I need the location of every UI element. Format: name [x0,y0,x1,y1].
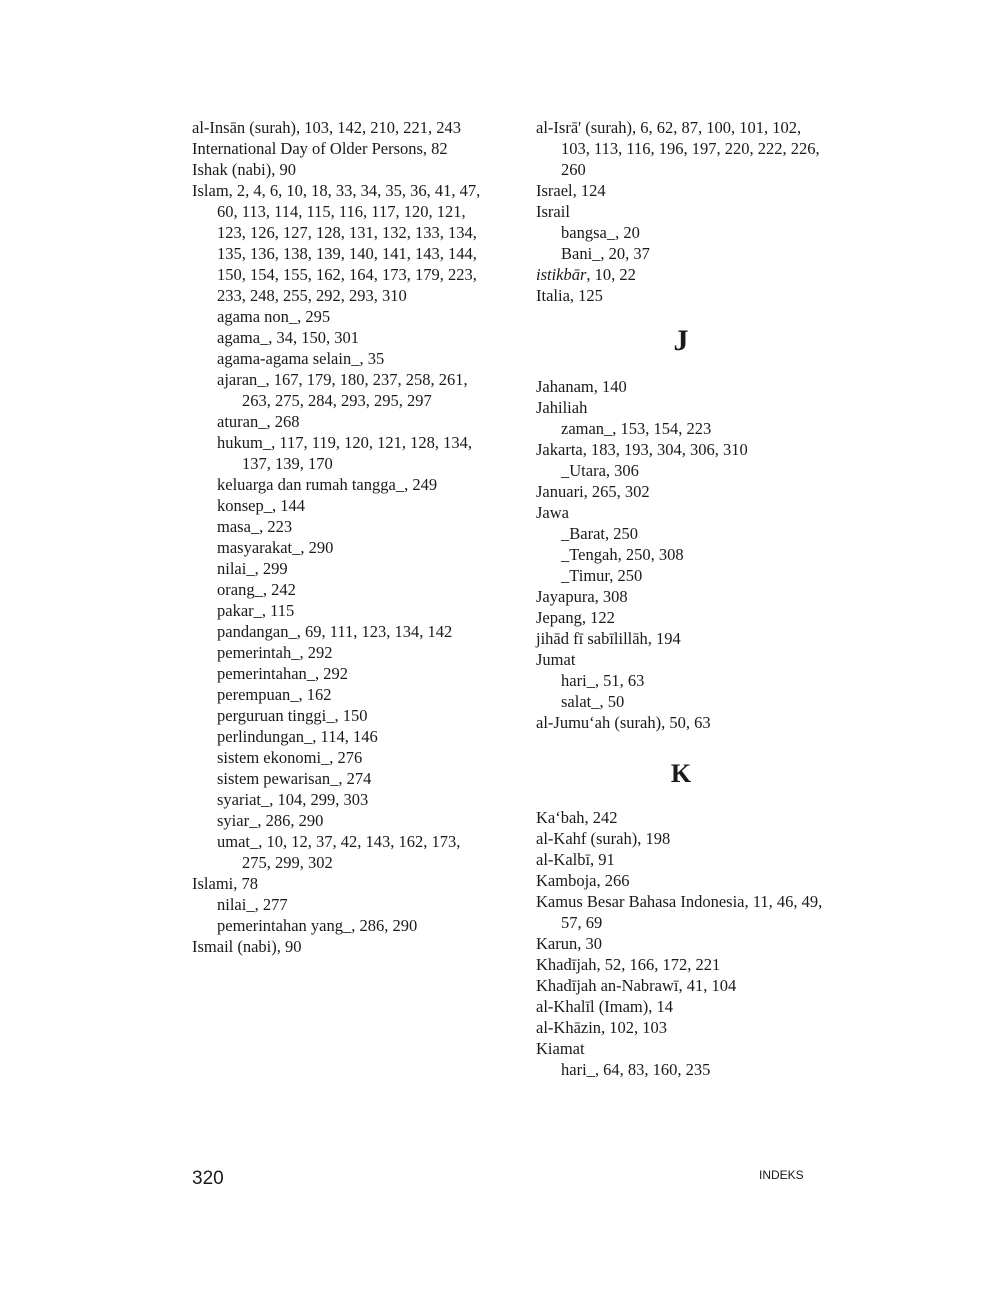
index-group-i-continued [536,117,826,306]
index-entry: jihād fī sabīlillāh, 194 [536,629,681,648]
index-entry: Jahiliah [536,398,588,417]
index-entry: Israil [536,202,570,221]
index-entry: Jepang, 122 [536,608,615,627]
index-entry: Jawa [536,503,569,522]
index-subentry: orang_, 242 [217,580,296,599]
index-subentry: hari_, 51, 63 [561,671,645,690]
index-subentry: ajaran_, 167, 179, 180, 237, 258, 261, 263, 275, 284, 293, 295, 297 [217,370,468,410]
index-subentry: pakar_, 115 [217,601,295,620]
index-term-italic: istikbār [536,265,587,284]
index-page-refs: , 10, 22 [586,265,636,284]
index-subentry: nilai_, 277 [217,895,288,914]
index-entry: International Day of Older Persons, 82 [192,139,448,158]
index-subentry: aturan_, 268 [217,412,300,431]
index-entry: Jakarta, 183, 193, 304, 306, 310 [536,440,748,459]
index-entry: Januari, 265, 302 [536,482,650,501]
index-subentry: salat_, 50 [561,692,625,711]
page-number: 320 [192,1168,224,1189]
index-subentry: perlindungan_, 114, 146 [217,727,378,746]
index-entry: Jahanam, 140 [536,377,627,396]
index-entry: al-Khāzin, 102, 103 [536,1018,668,1037]
index-subentry: umat_, 10, 12, 37, 42, 143, 162, 173, 275, 299, 302 [217,832,461,872]
index-subentry: hari_, 64, 83, 160, 235 [561,1060,711,1079]
index-subentry: _Tengah, 250, 308 [561,545,684,564]
index-subentry: pemerintah_, 292 [217,643,333,662]
index-subentry: bangsa_, 20 [561,223,640,242]
index-entry: Khadījah, 52, 166, 172, 221 [536,955,721,974]
index-subentry: masyarakat_, 290 [217,538,334,557]
index-subentry: konsep_, 144 [217,496,305,515]
index-entry: Kamus Besar Bahasa Indonesia, 11, 46, 49, 57, 69 [536,892,823,932]
index-subentry: syariat_, 104, 299, 303 [217,790,369,809]
index-group-k [536,807,826,1080]
index-entry [536,264,826,285]
index-subentry: masa_, 223 [217,517,293,536]
index-entry: al-Khalīl (Imam), 14 [536,997,673,1016]
index-subentry: sistem pewarisan_, 274 [217,769,372,788]
index-subentry: sistem ekonomi_, 276 [217,748,363,767]
index-entry: al-Kalbī, 91 [536,850,615,869]
index-entry: Jayapura, 308 [536,587,628,606]
index-subentry: agama non_, 295 [217,307,331,326]
index-subentry: syiar_, 286, 290 [217,811,324,830]
index-subentry: _Timur, 250 [561,566,643,585]
index-subentry: perguruan tinggi_, 150 [217,706,368,725]
index-group-j [536,376,826,733]
index-entry: Israel, 124 [536,181,606,200]
index-subentry: _Barat, 250 [561,524,638,543]
index-subentry: pandangan_, 69, 111, 123, 134, 142 [217,622,453,641]
index-subentry: hukum_, 117, 119, 120, 121, 128, 134, 137, 139, 170 [217,433,472,473]
index-entry: al-Insān (surah), 103, 142, 210, 221, 243 [192,118,461,137]
section-letter-k: K [670,759,692,788]
index-entry: Kamboja, 266 [536,871,630,890]
index-entry: Karun, 30 [536,934,602,953]
index-subentry: perempuan_, 162 [217,685,332,704]
index-subentry: _Utara, 306 [561,461,639,480]
index-subentry: keluarga dan rumah tangga_, 249 [217,475,438,494]
index-entry: Jumat [536,650,576,669]
index-column-right [536,117,826,1080]
index-entry: Khadījah an-Nabrawī, 41, 104 [536,976,737,995]
index-subentry: zaman_, 153, 154, 223 [561,419,712,438]
index-subentry: agama_, 34, 150, 301 [217,328,360,347]
index-entry: Ismail (nabi), 90 [192,937,302,956]
index-subentry: Bani_, 20, 37 [561,244,650,263]
index-column-left [192,117,482,957]
section-letter-j: J [673,324,689,357]
index-entry: Italia, 125 [536,286,603,305]
index-subentry: pemerintahan_, 292 [217,664,349,683]
index-entry: Ishak (nabi), 90 [192,160,297,179]
index-entry: al-Isrā' (surah), 6, 62, 87, 100, 101, 102, 103, 113, 116, 196, 197, 220, 222, 226, 260 [536,118,820,179]
index-subentry: agama-agama selain_, 35 [217,349,385,368]
index-entry: Islami, 78 [192,874,258,893]
running-head: INDEKS [759,1168,804,1182]
index-entry: Kiamat [536,1039,585,1058]
index-entry: Islam, 2, 4, 6, 10, 18, 33, 34, 35, 36, 41, 47, 60, 113, 114, 115, 116, 117, 120, 121, 123, 126, 127, 128, 131, 132, 133, 134, 135, 136, 138, 139, 140, 141, 143, 144, 150, 154, 155, 162, 164, 173, 179, 223, 233, 248, 255, 292, 293, 310 [192,181,481,305]
index-entry: Ka‘bah, 242 [536,808,618,827]
index-entry: al-Kahf (surah), 198 [536,829,671,848]
index-subentry: pemerintahan yang_, 286, 290 [217,916,418,935]
index-entry: al-Jumu‘ah (surah), 50, 63 [536,713,711,732]
index-subentry: nilai_, 299 [217,559,288,578]
